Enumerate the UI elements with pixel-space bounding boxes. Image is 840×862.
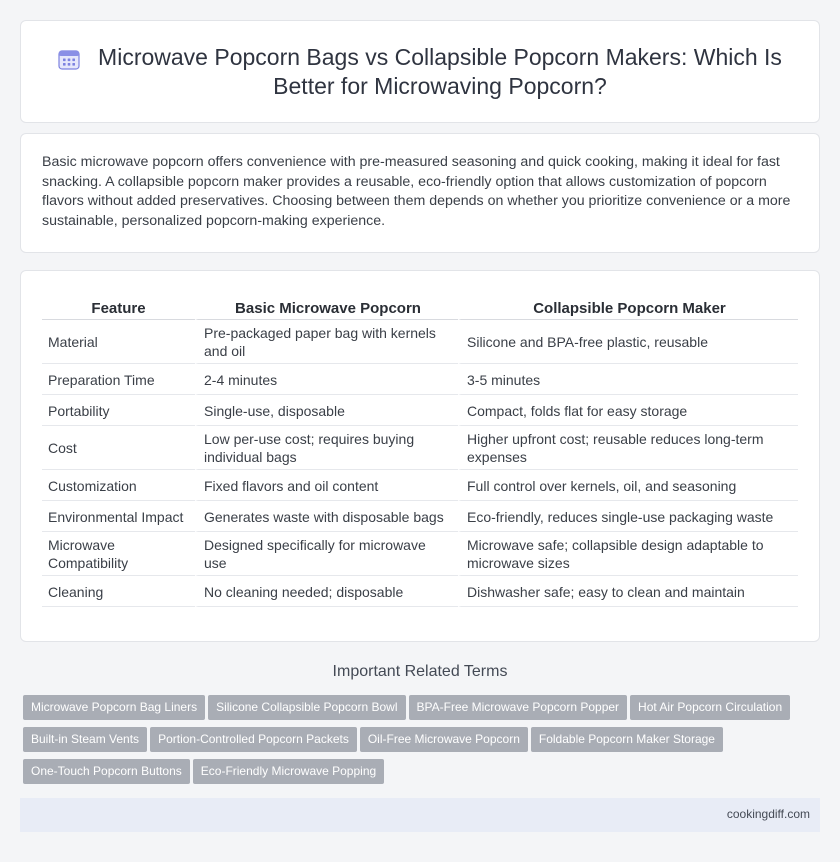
header-collapsible-popcorn-maker: Collapsible Popcorn Maker (458, 295, 798, 320)
intro-paragraph: Basic microwave popcorn offers convenience with pre-measured seasoning and quick cooking, making it ideal for fast snacking. A collapsible popcorn maker provides a reusable, eco-friendly option that allows customization of popcorn flavors without added preservatives. Choosing between them depends on whether you prioritize convenience or a more sustainable, personalized popcorn-making experience. (42, 154, 791, 229)
related-term-tag[interactable]: Silicone Collapsible Popcorn Bowl (208, 695, 405, 720)
collapsible-cell: Eco-friendly, reduces single-use packaging waste (458, 501, 798, 532)
basic-cell: No cleaning needed; disposable (195, 576, 458, 607)
basic-cell: Low per-use cost; requires buying individual bags (195, 426, 458, 470)
collapsible-cell: Full control over kernels, oil, and seasoning (458, 470, 798, 501)
related-term-tag[interactable]: BPA-Free Microwave Popcorn Popper (409, 695, 628, 720)
header-feature: Feature (42, 295, 195, 320)
related-term-tag[interactable]: Built-in Steam Vents (23, 727, 147, 752)
feature-cell: Material (42, 320, 195, 364)
basic-cell: Single-use, disposable (195, 395, 458, 426)
comparison-card (20, 270, 820, 642)
related-term-tag[interactable]: Hot Air Popcorn Circulation (630, 695, 790, 720)
feature-cell: Preparation Time (42, 364, 195, 395)
basic-cell: 2-4 minutes (195, 364, 458, 395)
footer (20, 798, 820, 832)
footer-site-link[interactable]: cookingdiff.com (726, 807, 810, 821)
related-term-tag[interactable]: One-Touch Popcorn Buttons (23, 759, 190, 784)
comparison-table (42, 295, 798, 607)
feature-cell: Microwave Compatibility (42, 532, 195, 576)
title-card (20, 20, 820, 123)
collapsible-cell: 3-5 minutes (458, 364, 798, 395)
related-term-tag[interactable]: Eco-Friendly Microwave Popping (193, 759, 384, 784)
related-term-tag[interactable]: Portion-Controlled Popcorn Packets (150, 727, 357, 752)
basic-cell: Generates waste with disposable bags (195, 501, 458, 532)
collapsible-cell: Dishwasher safe; easy to clean and maintain (458, 576, 798, 607)
header-basic-microwave-popcorn: Basic Microwave Popcorn (195, 295, 458, 320)
feature-cell: Environmental Impact (42, 501, 195, 532)
table-header-row (42, 295, 798, 320)
related-terms-title: Important Related Terms (332, 663, 508, 680)
feature-cell: Portability (42, 395, 195, 426)
table-row (42, 532, 798, 576)
related-terms-list (23, 695, 813, 791)
feature-cell: Cleaning (42, 576, 195, 607)
feature-cell: Cost (42, 426, 195, 470)
collapsible-cell: Silicone and BPA-free plastic, reusable (458, 320, 798, 364)
related-term-tag[interactable]: Microwave Popcorn Bag Liners (23, 695, 205, 720)
basic-cell: Designed specifically for microwave use (195, 532, 458, 576)
related-term-tag[interactable]: Foldable Popcorn Maker Storage (531, 727, 723, 752)
table-row (42, 470, 798, 501)
table-row (42, 426, 798, 470)
table-row (42, 501, 798, 532)
collapsible-cell: Higher upfront cost; reusable reduces long-term expenses (458, 426, 798, 470)
table-row (42, 395, 798, 426)
related-term-tag[interactable]: Oil-Free Microwave Popcorn (360, 727, 528, 752)
feature-cell: Customization (42, 470, 195, 501)
basic-cell: Pre-packaged paper bag with kernels and oil (195, 320, 458, 364)
collapsible-cell: Microwave safe; collapsible design adaptable to microwave sizes (458, 532, 798, 576)
basic-cell: Fixed flavors and oil content (195, 470, 458, 501)
table-row (42, 576, 798, 607)
table-row (42, 364, 798, 395)
table-row (42, 320, 798, 364)
page-title: Microwave Popcorn Bags vs Collapsible Popcorn Makers: Which Is Better for Microwaving Popcorn? (98, 44, 782, 99)
collapsible-cell: Compact, folds flat for easy storage (458, 395, 798, 426)
intro-card (20, 133, 820, 253)
